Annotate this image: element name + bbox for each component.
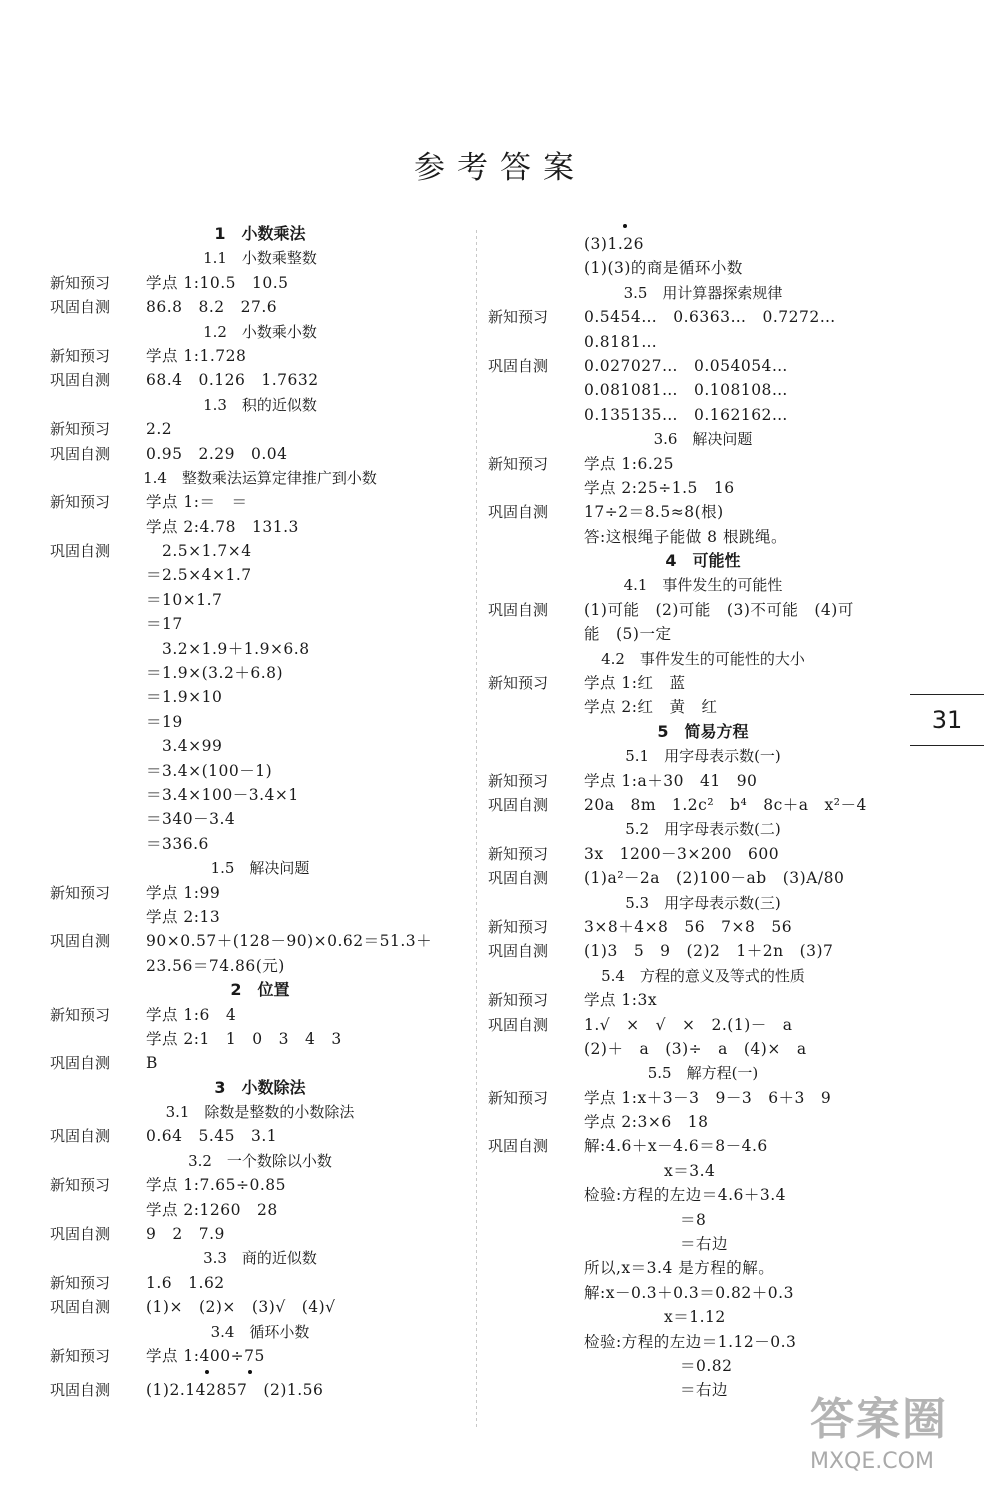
answer-row	[488, 793, 918, 817]
row-label: 新知预习	[50, 346, 111, 365]
row-label: 巩固自测	[50, 298, 111, 317]
section-heading: 3.6 解决问题	[653, 430, 753, 449]
row-answer: 检验:方程的左边＝4.6＋3.4	[584, 1186, 787, 1205]
answer-row	[488, 915, 918, 939]
answer-row	[50, 368, 470, 392]
row-answer: 学点 2:1 1 0 3 4 3	[146, 1029, 342, 1048]
section-heading: 3.2 一个数除以小数	[188, 1151, 332, 1170]
row-answer: 解:x－0.3＋0.3＝0.82＋0.3	[584, 1283, 794, 1302]
row-label: 新知预习	[488, 991, 549, 1010]
row-answer: 学点 1:10.5 10.5	[146, 273, 289, 292]
row-label: 新知预习	[488, 844, 549, 863]
row-answer: 学点 1:6 4	[146, 1005, 237, 1024]
row-label: 巩固自测	[488, 1015, 549, 1034]
page-number: 31	[910, 694, 984, 746]
answer-row	[488, 866, 918, 890]
chapter-heading: 1 小数乘法	[214, 224, 306, 243]
row-answer: ＝10×1.7	[146, 590, 223, 609]
row-label: 巩固自测	[488, 942, 549, 961]
answer-row	[488, 1354, 918, 1378]
answer-row	[488, 476, 918, 500]
chapter-heading: 2 位置	[230, 980, 290, 1000]
answer-row	[50, 344, 470, 368]
row-answer: 3.4×99	[146, 737, 223, 756]
answer-row	[488, 842, 918, 866]
chapter-heading: 3 小数除法	[214, 1077, 306, 1097]
answer-row	[50, 685, 470, 709]
answer-row	[488, 500, 918, 524]
answer-row	[488, 1086, 918, 1110]
row-label: 新知预习	[488, 1088, 549, 1107]
answer-row	[488, 1183, 918, 1207]
row-label: 巩固自测	[488, 869, 549, 888]
row-answer: ＝1.9×(3.2＋6.8)	[146, 664, 284, 683]
row-answer: 所以,x＝3.4 是方程的解。	[584, 1259, 775, 1278]
answer-row	[50, 710, 470, 734]
section-heading: 4.1 事件发生的可能性	[623, 576, 783, 595]
page-title: 参考答案	[414, 150, 586, 186]
section-heading: 3.3 商的近似数	[203, 1249, 317, 1268]
repeating-decimal-dots	[50, 1368, 470, 1378]
repeating-dot	[623, 224, 627, 228]
answer-row	[488, 1110, 918, 1134]
row-label: 巩固自测	[50, 1298, 111, 1317]
answer-row	[50, 832, 470, 856]
row-label: 巩固自测	[488, 600, 549, 619]
row-answer: ＝右边	[584, 1235, 729, 1254]
row-answer: 0.8181…	[584, 332, 658, 351]
row-answer: ＝2.5×4×1.7	[146, 566, 252, 585]
row-answer: 0.081081… 0.108108…	[584, 381, 788, 400]
repeating-dot	[248, 1370, 252, 1374]
answer-row	[50, 612, 470, 636]
row-label: 巩固自测	[50, 1127, 111, 1146]
row-label: 巩固自测	[50, 932, 111, 951]
row-answer: ＝336.6	[146, 834, 209, 853]
answer-row	[50, 954, 470, 978]
row-label: 新知预习	[50, 273, 111, 292]
answer-row	[488, 330, 918, 354]
row-answer: 解:4.6＋x－4.6＝8－4.6	[584, 1137, 768, 1156]
row-label: 新知预习	[488, 917, 549, 936]
row-label: 新知预习	[488, 674, 549, 693]
answer-row	[488, 378, 918, 402]
row-answer: 20a 8m 1.2c² b⁴ 8c＋a x²－4	[584, 795, 867, 814]
answer-row	[488, 939, 918, 963]
row-label: 新知预习	[50, 1273, 111, 1292]
answer-row	[50, 490, 470, 514]
row-label: 新知预习	[50, 420, 111, 439]
row-answer: x＝3.4	[584, 1161, 716, 1180]
row-answer: 学点 1:＝ ＝	[146, 493, 248, 512]
row-answer: 学点 1:1.728	[146, 346, 247, 365]
section-heading: 4.2 事件发生的可能性的大小	[601, 649, 805, 668]
answer-row	[50, 1027, 470, 1051]
row-answer: 学点 1:3x	[584, 991, 658, 1010]
section-heading: 1.5 解决问题	[210, 859, 310, 878]
row-answer: 90×0.57＋(128－90)×0.62＝51.3＋	[146, 932, 433, 951]
answer-row	[50, 783, 470, 807]
chapter-heading: 5 简易方程	[657, 721, 749, 741]
section-heading: 5.5 解方程(一)	[647, 1064, 759, 1083]
row-answer: 学点 2:13	[146, 907, 221, 926]
row-answer: (1)a²－2a (2)100－ab (3)A/80	[584, 869, 845, 888]
row-label: 巩固自测	[50, 444, 111, 463]
row-label: 巩固自测	[50, 1054, 111, 1073]
answer-row	[488, 305, 918, 329]
row-label: 新知预习	[50, 493, 111, 512]
answer-row	[488, 1037, 918, 1061]
row-answer: 学点 2:4.78 131.3	[146, 517, 299, 536]
row-label: 新知预习	[50, 1176, 111, 1195]
answer-row	[488, 1208, 918, 1232]
answer-row	[50, 417, 470, 441]
answer-row	[50, 295, 470, 319]
answer-row	[488, 256, 918, 280]
answer-row	[50, 1003, 470, 1027]
answer-row	[488, 1305, 918, 1329]
answer-row	[50, 1173, 470, 1197]
answer-row	[488, 988, 918, 1012]
row-answer: 68.4 0.126 1.7632	[146, 371, 319, 390]
row-answer: ＝340－3.4	[146, 810, 236, 829]
section-heading: 5.2 用字母表示数(二)	[625, 820, 781, 839]
row-answer: 学点 1:400÷75	[146, 1346, 265, 1365]
watermark-logo-text: 答案圈	[810, 1394, 948, 1445]
answer-row	[50, 881, 470, 905]
row-answer: ＝1.9×10	[146, 688, 223, 707]
row-answer: 23.56＝74.86(元)	[146, 956, 285, 975]
section-heading: 5.1 用字母表示数(一)	[625, 747, 781, 766]
row-answer: ＝3.4×100－3.4×1	[146, 785, 299, 804]
row-label: 巩固自测	[50, 1225, 111, 1244]
row-answer: 86.8 8.2 27.6	[146, 298, 278, 317]
repeating-decimal-dots	[488, 222, 918, 232]
row-label: 新知预习	[50, 1346, 111, 1365]
row-answer: 2.2	[146, 420, 173, 439]
row-label: 巩固自测	[50, 1381, 111, 1400]
row-answer: 1.√ × √ × 2.(1)－ a	[584, 1015, 793, 1034]
row-answer: 学点 2:红 黄 红	[584, 698, 718, 717]
row-answer: 0.135135… 0.162162…	[584, 405, 788, 424]
row-answer: 答:这根绳子能做 8 根跳绳。	[584, 527, 787, 546]
answer-row	[50, 539, 470, 563]
watermark-logo	[810, 1392, 990, 1488]
row-answer: (1)× (2)× (3)√ (4)√	[146, 1298, 336, 1317]
row-answer: ＝8	[584, 1210, 707, 1229]
row-label: 新知预习	[50, 883, 111, 902]
answer-row	[488, 403, 918, 427]
answer-row	[50, 734, 470, 758]
section-heading: 1.2 小数乘小数	[203, 322, 317, 341]
row-answer: ＝3.4×(100－1)	[146, 761, 273, 780]
answer-row	[50, 271, 470, 295]
row-label: 巩固自测	[488, 1137, 549, 1156]
answer-row	[488, 1281, 918, 1305]
row-answer: 3x 1200－3×200 600	[584, 844, 780, 863]
answer-row	[50, 588, 470, 612]
row-answer: 学点 2:25÷1.5 16	[584, 478, 735, 497]
row-answer: ＝0.82	[584, 1356, 733, 1375]
row-answer: 学点 1:a＋30 41 90	[584, 771, 758, 790]
answer-row	[50, 1051, 470, 1075]
answer-row	[50, 563, 470, 587]
answer-row	[50, 661, 470, 685]
answer-column-left	[50, 222, 470, 1403]
answer-row	[50, 929, 470, 953]
section-heading: 1.4 整数乘法运算定律推广到小数	[143, 468, 377, 487]
row-label: 巩固自测	[488, 503, 549, 522]
row-label: 新知预习	[50, 1005, 111, 1024]
answer-row	[50, 442, 470, 466]
row-answer: 0.95 2.29 0.04	[146, 444, 288, 463]
row-label: 新知预习	[488, 454, 549, 473]
row-answer: 学点 1:7.65÷0.85	[146, 1176, 287, 1195]
answer-row	[50, 905, 470, 929]
row-label: 巩固自测	[488, 356, 549, 375]
row-answer: 0.64 5.45 3.1	[146, 1127, 278, 1146]
row-answer: 3.2×1.9＋1.9×6.8	[146, 639, 310, 658]
answer-row	[50, 759, 470, 783]
chapter-heading: 4 可能性	[665, 551, 741, 571]
answer-row	[50, 1222, 470, 1246]
section-heading: 3.1 除数是整数的小数除法	[165, 1103, 355, 1122]
answer-row	[488, 452, 918, 476]
section-heading: 5.4 方程的意义及等式的性质	[601, 966, 805, 985]
answer-row	[488, 1330, 918, 1354]
row-answer: 0.027027… 0.054054…	[584, 356, 788, 375]
answer-row	[50, 515, 470, 539]
answer-row	[50, 1344, 470, 1368]
answer-row	[488, 1256, 918, 1280]
row-label: 巩固自测	[488, 795, 549, 814]
row-answer: (2)＋ a (3)÷ a (4)× a	[584, 1039, 807, 1058]
answer-row	[50, 1271, 470, 1295]
answer-row	[50, 1124, 470, 1148]
answer-row	[488, 232, 918, 256]
section-heading: 1.3 积的近似数	[203, 395, 317, 414]
answer-row	[488, 598, 918, 622]
answer-row	[50, 1295, 470, 1319]
row-answer: 17÷2＝8.5≈8(根)	[584, 503, 724, 522]
answer-row	[488, 622, 918, 646]
row-label: 巩固自测	[50, 371, 111, 390]
watermark-url: MXQE.COM	[810, 1449, 934, 1474]
answer-row	[488, 1134, 918, 1158]
answer-row	[488, 671, 918, 695]
row-answer: B	[146, 1054, 158, 1073]
row-answer: 9 2 7.9	[146, 1225, 225, 1244]
row-answer: 2.5×1.7×4	[146, 542, 252, 561]
row-answer: 学点 2:1260 28	[146, 1200, 278, 1219]
row-answer: 学点 2:3×6 18	[584, 1113, 709, 1132]
row-answer: 检验:方程的左边＝1.12－0.3	[584, 1332, 797, 1351]
row-answer: 能 (5)一定	[584, 625, 672, 644]
answer-row	[488, 525, 918, 549]
section-heading: 3.5 用计算器探索规律	[623, 283, 783, 302]
answer-row	[488, 1159, 918, 1183]
row-answer: ＝17	[146, 615, 183, 634]
answer-row	[488, 1232, 918, 1256]
answer-row	[50, 807, 470, 831]
section-heading: 5.3 用字母表示数(三)	[625, 893, 781, 912]
answer-row	[488, 1013, 918, 1037]
row-answer: 1.6 1.62	[146, 1273, 225, 1292]
row-label: 新知预习	[488, 308, 549, 327]
row-answer: x＝1.12	[584, 1308, 726, 1327]
row-answer: 学点 1:x＋3－3 9－3 6＋3 9	[584, 1088, 832, 1107]
row-answer: (1)3 5 9 (2)2 1＋2n (3)7	[584, 942, 834, 961]
answer-row	[50, 1198, 470, 1222]
row-answer: (1)2.142857 (2)1.56	[146, 1381, 324, 1400]
row-answer: 学点 1:99	[146, 883, 221, 902]
answer-row	[488, 354, 918, 378]
answer-row	[50, 637, 470, 661]
answer-column-right	[488, 222, 918, 1403]
row-answer: 学点 1:红 蓝	[584, 674, 686, 693]
row-answer: 学点 1:6.25	[584, 454, 675, 473]
answer-row	[488, 769, 918, 793]
row-answer: ＝19	[146, 712, 183, 731]
row-answer: (3)1.26	[584, 235, 644, 253]
answer-row	[488, 695, 918, 719]
repeating-dot	[205, 1370, 209, 1374]
row-label: 巩固自测	[50, 542, 111, 561]
row-answer: (1)可能 (2)可能 (3)不可能 (4)可	[584, 600, 854, 619]
row-answer: 0.5454… 0.6363… 0.7272…	[584, 308, 836, 327]
section-heading: 3.4 循环小数	[210, 1322, 310, 1341]
row-answer: (1)(3)的商是循环小数	[584, 259, 743, 278]
row-label: 新知预习	[488, 771, 549, 790]
row-answer: 3×8＋4×8 56 7×8 56	[584, 917, 793, 936]
answer-row	[50, 1378, 470, 1402]
row-answer: ＝右边	[584, 1381, 729, 1400]
column-divider	[476, 230, 477, 1430]
section-heading: 1.1 小数乘整数	[203, 249, 317, 268]
